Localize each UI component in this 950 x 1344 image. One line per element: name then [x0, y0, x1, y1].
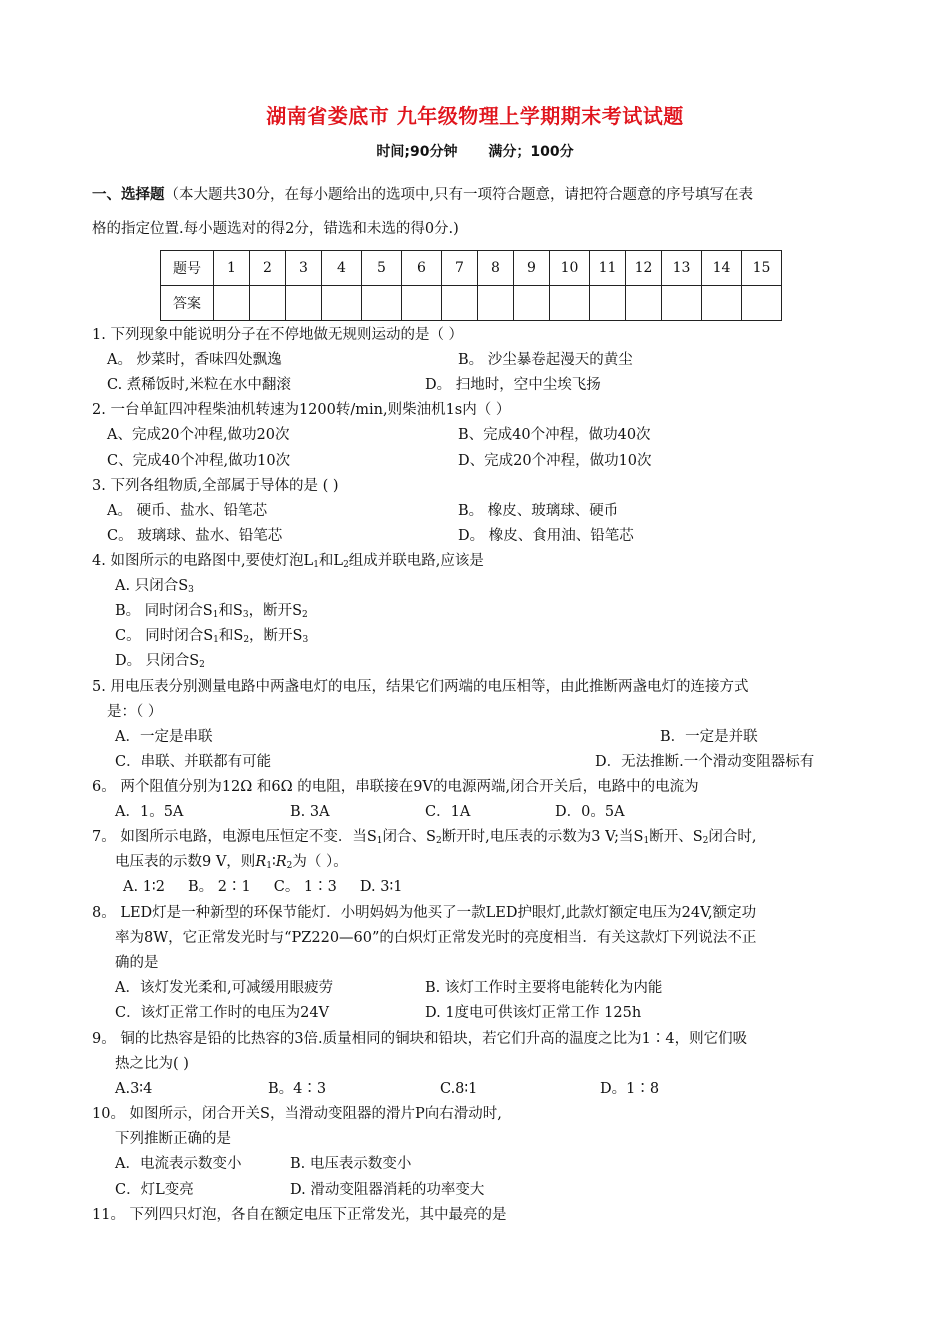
- question-9-option-a: A.3∶4: [115, 1081, 153, 1097]
- question-3-option-c: C。 玻璃球、盐水、铅笔芯: [107, 528, 283, 544]
- q7-stem-text: 7。 如图所示电路，电源电压恒定不变．当S: [92, 829, 377, 845]
- question-1-option-a: A。 炒菜时，香味四处飘逸: [107, 352, 282, 368]
- section-1-desc-1: （本大题共30分，在每小题给出的选项中,只有一项符合题意，请把符合题意的序号填写在表: [164, 187, 754, 203]
- question-2-option-b: B、完成40个冲程，做功40次: [458, 427, 651, 443]
- section-1-intro: [92, 185, 753, 205]
- table-cell-number: 2: [250, 251, 286, 286]
- section-1-head: 一、选择题: [92, 187, 165, 203]
- question-6-option-d: D．0。5A: [555, 804, 625, 820]
- question-1-stem: 1. 下列现象中能说明分子在不停地做无规则运动的是（ ）: [92, 327, 464, 343]
- question-4-option-a: [115, 576, 194, 600]
- table-cell-number: 4: [322, 251, 362, 286]
- table-cell-number: 5: [362, 251, 402, 286]
- answer-table-number-row: [161, 251, 782, 286]
- answer-cell[interactable]: [402, 286, 442, 321]
- question-4-option-d: [115, 651, 205, 675]
- question-5-option-d: D．无法推断.一个滑动变阻器标有: [595, 754, 815, 770]
- table-cell-number: 8: [478, 251, 514, 286]
- question-8-option-d: D. 1度电可供该灯正常工作 125h: [425, 1005, 642, 1021]
- q4-stem-text: 4. 如图所示的电路图中,要使灯泡L: [92, 553, 314, 569]
- question-5-stem-2: 是：（ ）: [107, 704, 163, 720]
- question-5-option-a: A．一定是串联: [115, 729, 213, 745]
- subscript: 1: [376, 836, 383, 846]
- answer-table-answer-row: [161, 286, 782, 321]
- q4-option-text: ，断开S: [248, 603, 303, 619]
- q7-stem-text: 为（ ）。: [292, 854, 348, 870]
- question-2-option-d: D、完成20个冲程，做功10次: [458, 453, 652, 469]
- question-7-options: A. 1∶2 B。 2∶1 C。 1∶3 D. 3∶1: [123, 879, 403, 895]
- q4-stem-text: 和L: [318, 553, 344, 569]
- subscript: 1: [313, 560, 319, 570]
- question-7-stem-2: [115, 852, 348, 876]
- subscript: 2: [343, 560, 349, 570]
- question-10-option-a: A．电流表示数变小: [115, 1156, 242, 1172]
- q4-option-text: D。 只闭合S: [115, 653, 200, 669]
- subscript: 2: [286, 861, 293, 871]
- answer-cell[interactable]: [362, 286, 402, 321]
- table-cell-number: 9: [514, 251, 550, 286]
- question-10-option-b: B. 电压表示数变小: [290, 1156, 412, 1172]
- r2-symbol: R: [275, 854, 287, 870]
- question-4-option-c: [115, 626, 308, 650]
- subscript: 3: [242, 610, 249, 620]
- ratio-colon: ∶: [271, 854, 276, 870]
- answer-table: [160, 250, 782, 321]
- question-6-stem: 6。 两个阻值分别为12Ω 和6Ω 的电阻，串联接在9V的电源两端,闭合开关后，电路中的电流为: [92, 779, 699, 795]
- table-cell-number: 15: [742, 251, 782, 286]
- question-11-stem: 11。 下列四只灯泡，各自在额定电压下正常发光，其中最亮的是: [92, 1207, 507, 1223]
- q7-stem-text: 闭合、S: [382, 829, 436, 845]
- question-2-option-a: A、完成20个冲程,做功20次: [107, 427, 290, 443]
- table-cell-number: 11: [590, 251, 626, 286]
- q7-stem-text: 闭合时,: [708, 829, 757, 845]
- question-1-option-d: D。 扫地时，空中尘埃飞扬: [425, 377, 601, 393]
- subscript: 1: [643, 836, 650, 846]
- r1-symbol: R: [255, 854, 267, 870]
- question-6-option-a: A．1。5A: [115, 804, 184, 820]
- answer-cell[interactable]: [322, 286, 362, 321]
- exam-info: [0, 141, 950, 161]
- q7-stem-text: 断开、S: [649, 829, 703, 845]
- answer-cell[interactable]: [214, 286, 250, 321]
- answer-cell[interactable]: [702, 286, 742, 321]
- question-9-option-b: B。4∶3: [268, 1081, 327, 1097]
- answer-cell[interactable]: [662, 286, 702, 321]
- question-5-stem-1: 5. 用电压表分别测量电路中两盏电灯的电压，结果它们两端的电压相等，由此推断两盏电灯的连接方式: [92, 679, 749, 695]
- q4-option-text: A. 只闭合S: [115, 578, 189, 594]
- q4-option-text: C。 同时闭合S: [115, 628, 214, 644]
- question-10-stem-2: 下列推断正确的是: [115, 1131, 231, 1147]
- answer-cell[interactable]: [550, 286, 590, 321]
- subscript: 1: [212, 610, 219, 620]
- question-4-stem: [92, 551, 484, 575]
- subscript: 2: [702, 836, 709, 846]
- question-9-option-c: C.8∶1: [440, 1081, 478, 1097]
- question-3-stem: 3. 下列各组物质,全部属于导体的是 ( ): [92, 478, 339, 494]
- question-1-option-b: B。 沙尘暴卷起漫天的黄尘: [458, 352, 633, 368]
- q7-stem-text: 电压表的示数9 V，则: [115, 854, 256, 870]
- q7-stem-text: 断开时,电压表的示数为3 V;当S: [441, 829, 644, 845]
- question-9-option-d: D。1∶8: [600, 1081, 660, 1097]
- page-title: 湖南省娄底市 九年级物理上学期期末考试试题: [266, 104, 684, 128]
- question-8-stem-3: 确的是: [115, 955, 159, 971]
- question-1-option-c: C. 煮稀饭时,米粒在水中翻滚: [107, 377, 291, 393]
- subscript: 2: [199, 660, 205, 670]
- question-6-option-c: C．1A: [425, 804, 471, 820]
- subscript: 2: [435, 836, 442, 846]
- question-3-option-a: A。 硬币、盐水、铅笔芯: [107, 503, 268, 519]
- question-2-stem: 2. 一台单缸四冲程柴油机转速为1200转/min,则柴油机1s内（ ）: [92, 402, 511, 418]
- table-cell-number: 12: [626, 251, 662, 286]
- subscript: 2: [302, 610, 308, 620]
- q4-option-text: 和S: [218, 628, 244, 644]
- answer-cell[interactable]: [514, 286, 550, 321]
- answer-cell[interactable]: [626, 286, 662, 321]
- question-9-stem-1: 9。 铜的比热容是铅的比热容的3倍.质量相同的铜块和铅块，若它们升高的温度之比为1∶4，则它们吸: [92, 1031, 748, 1047]
- table-cell-number: 6: [402, 251, 442, 286]
- subscript: 1: [266, 861, 272, 871]
- q4-option-text: ，断开S: [249, 628, 303, 644]
- question-7-stem-1: [92, 827, 756, 851]
- question-8-stem-1: 8。 LED灯是一种新型的环保节能灯．小明妈妈为他买了一款LED护眼灯,此款灯额定电压为24V,额定功: [92, 905, 757, 921]
- table-cell-number: 14: [702, 251, 742, 286]
- question-3-option-b: B。 橡皮、玻璃球、硬币: [458, 503, 619, 519]
- table-cell-number: 13: [662, 251, 702, 286]
- answer-cell[interactable]: [250, 286, 286, 321]
- table-row-label: 题号: [161, 251, 214, 286]
- q4-option-text: B。 同时闭合S: [115, 603, 213, 619]
- question-2-option-c: C、完成40个冲程,做功10次: [107, 453, 291, 469]
- answer-cell[interactable]: [286, 286, 322, 321]
- question-10-stem-1: 10。 如图所示，闭合开关S，当滑动变阻器的滑片P向右滑动时,: [92, 1106, 502, 1122]
- q4-stem-text: 组成并联电路,应该是: [348, 553, 484, 569]
- table-cell-number: 10: [550, 251, 590, 286]
- question-8-option-c: C．该灯正常工作时的电压为24V: [115, 1005, 330, 1021]
- q4-option-text: 和S: [218, 603, 243, 619]
- answer-cell[interactable]: [590, 286, 626, 321]
- question-8-option-a: A．该灯发光柔和,可减缓用眼疲劳: [115, 980, 334, 996]
- question-5-option-b: B．一定是并联: [660, 729, 758, 745]
- question-5-option-c: C．串联、并联都有可能: [115, 754, 272, 770]
- subscript: 3: [302, 635, 309, 645]
- question-10-option-c: C．灯L变亮: [115, 1182, 194, 1198]
- table-row-label: 答案: [161, 286, 214, 321]
- table-cell-number: 1: [214, 251, 250, 286]
- table-cell-number: 7: [442, 251, 478, 286]
- question-8-stem-2: 率为8W，它正常发光时与“PZ220—60”的白炽灯正常发光时的亮度相当．有关这款灯下列说法不正: [115, 930, 757, 946]
- question-9-stem-2: 热之比为( ): [115, 1056, 189, 1072]
- question-10-option-d: D. 滑动变阻器消耗的功率变大: [290, 1182, 485, 1198]
- exam-score: 满分；100分: [488, 144, 574, 160]
- question-4-option-b: [115, 601, 308, 625]
- question-8-option-b: B. 该灯工作时主要将电能转化为内能: [425, 980, 663, 996]
- exam-time: 时间;90分钟: [376, 144, 458, 160]
- answer-cell[interactable]: [478, 286, 514, 321]
- subscript: 2: [243, 635, 250, 645]
- subscript: 3: [188, 585, 194, 595]
- section-1-desc-2: 格的指定位置.每小题选对的得2分，错选和未选的得0分.): [92, 221, 459, 237]
- table-cell-number: 3: [286, 251, 322, 286]
- question-6-option-b: B. 3A: [290, 804, 330, 820]
- answer-cell[interactable]: [442, 286, 478, 321]
- question-3-option-d: D。 橡皮、食用油、铅笔芯: [458, 528, 634, 544]
- answer-cell[interactable]: [742, 286, 782, 321]
- subscript: 1: [213, 635, 219, 645]
